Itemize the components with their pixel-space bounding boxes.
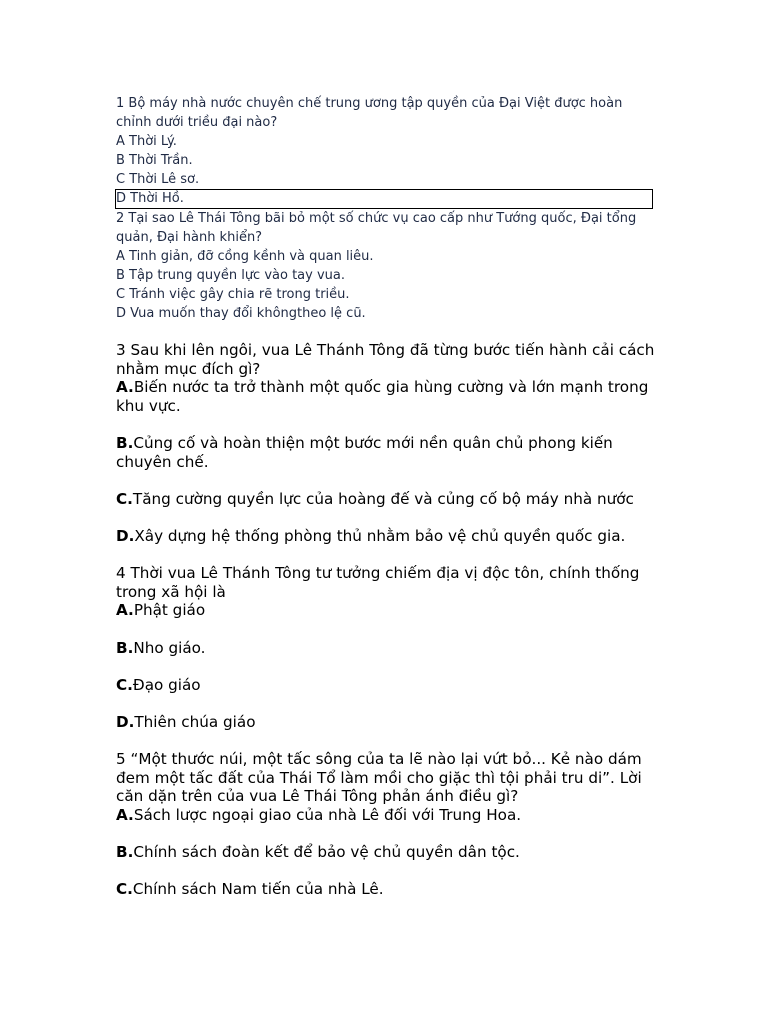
- question-1-option-a: A Thời Lý.: [116, 134, 177, 149]
- option-letter: C.: [116, 880, 133, 899]
- large-questions-block: [116, 341, 656, 899]
- question-3-text: 3 Sau khi lên ngôi, vua Lê Thánh Tông đã từng bước tiến hành cải cách nhằm mục đích gì?: [116, 341, 655, 378]
- option-letter: B.: [116, 638, 134, 657]
- question-5-option-a: [116, 806, 656, 825]
- option-letter: A.: [116, 378, 134, 397]
- option-text: Phật giáo: [133, 601, 206, 620]
- spacer: [116, 471, 656, 490]
- option-letter: A.: [116, 805, 134, 824]
- question-2-text: 2 Tại sao Lê Thái Tông bãi bỏ một số chức vụ cao cấp như Tướng quốc, Đại tổng quản, Đại hành khiển?: [116, 211, 637, 245]
- question-2-option-a: A Tinh giản, đỡ cồng kềnh và quan liêu.: [116, 249, 374, 264]
- option-letter: B.: [116, 843, 134, 862]
- option-text: Biến nước ta trở thành một quốc gia hùng cường và lớn mạnh trong khu vực.: [116, 378, 649, 415]
- question-1-text: 1 Bộ máy nhà nước chuyên chế trung ương tập quyền của Đại Việt được hoàn chỉnh dưới triều đại nào?: [116, 96, 623, 130]
- option-text: Chính sách đoàn kết để bảo vệ chủ quyền dân tộc.: [133, 843, 520, 862]
- spacer: [116, 862, 656, 881]
- option-letter: B.: [116, 433, 134, 452]
- option-text: Thiên chúa giáo: [134, 712, 256, 731]
- option-text: Chính sách Nam tiến của nhà Lê.: [132, 880, 384, 899]
- question-2-option-d: D Vua muốn thay đổi khôngtheo lệ cũ.: [116, 306, 366, 321]
- question-4-text: 4 Thời vua Lê Thánh Tông tư tưởng chiếm địa vị độc tôn, chính thống trong xã hội là: [116, 564, 640, 601]
- option-text: Củng cố và hoàn thiện một bước mới nền quân chủ phong kiến chuyên chế.: [116, 433, 613, 471]
- option-letter: A.: [116, 601, 134, 620]
- question-3-option-d: [116, 527, 656, 546]
- question-2-option-c: C Tránh việc gây chia rẽ trong triều.: [116, 287, 350, 302]
- option-text: Sách lược ngoại giao của nhà Lê đối với Trung Hoa.: [133, 805, 522, 824]
- question-4-option-d: [116, 713, 656, 732]
- question-4-option-c: [116, 676, 656, 695]
- option-letter: D.: [116, 712, 135, 731]
- spacer: [116, 657, 656, 676]
- question-5-option-b: [116, 843, 656, 862]
- spacer: [116, 546, 656, 565]
- question-4-option-b: [116, 639, 656, 658]
- option-text: Đạo giáo: [132, 675, 201, 694]
- question-1-option-b: B Thời Trần.: [116, 153, 193, 168]
- option-letter: D.: [116, 526, 135, 545]
- spacer: [116, 508, 656, 527]
- spacer: [116, 620, 656, 639]
- question-2-option-b: B Tập trung quyền lực vào tay vua.: [116, 268, 345, 283]
- option-text: Tăng cường quyền lực của hoàng đế và củng cố bộ máy nhà nước: [132, 489, 634, 508]
- question-1-option-d-boxed: D Thời Hồ.: [115, 189, 653, 209]
- option-letter: C.: [116, 675, 133, 694]
- spacer: [116, 824, 656, 843]
- question-3-option-b: [116, 434, 656, 471]
- spacer: [116, 731, 656, 750]
- question-5-option-c: [116, 880, 656, 899]
- option-text: Xây dựng hệ thống phòng thủ nhằm bảo vệ chủ quyền quốc gia.: [134, 526, 626, 545]
- question-5-text: 5 “Một thước núi, một tấc sông của ta lẽ nào lại vứt bỏ... Kẻ nào dám đem một tấc đất của Thái Tổ làm mồi cho giặc thì tội phải tru di”. Lời căn dặn trên của vua Lê Thái Tông phản ánh điều gì?: [116, 750, 642, 806]
- spacer: [116, 415, 656, 434]
- option-text: Nho giáo.: [133, 638, 206, 657]
- small-questions-block: [116, 94, 661, 323]
- question-4-option-a: [116, 601, 656, 620]
- question-3-option-c: [116, 490, 656, 509]
- question-3-option-a: [116, 378, 656, 415]
- question-1-option-c: C Thời Lê sơ.: [116, 172, 200, 187]
- option-letter: C.: [116, 489, 133, 508]
- spacer: [116, 694, 656, 713]
